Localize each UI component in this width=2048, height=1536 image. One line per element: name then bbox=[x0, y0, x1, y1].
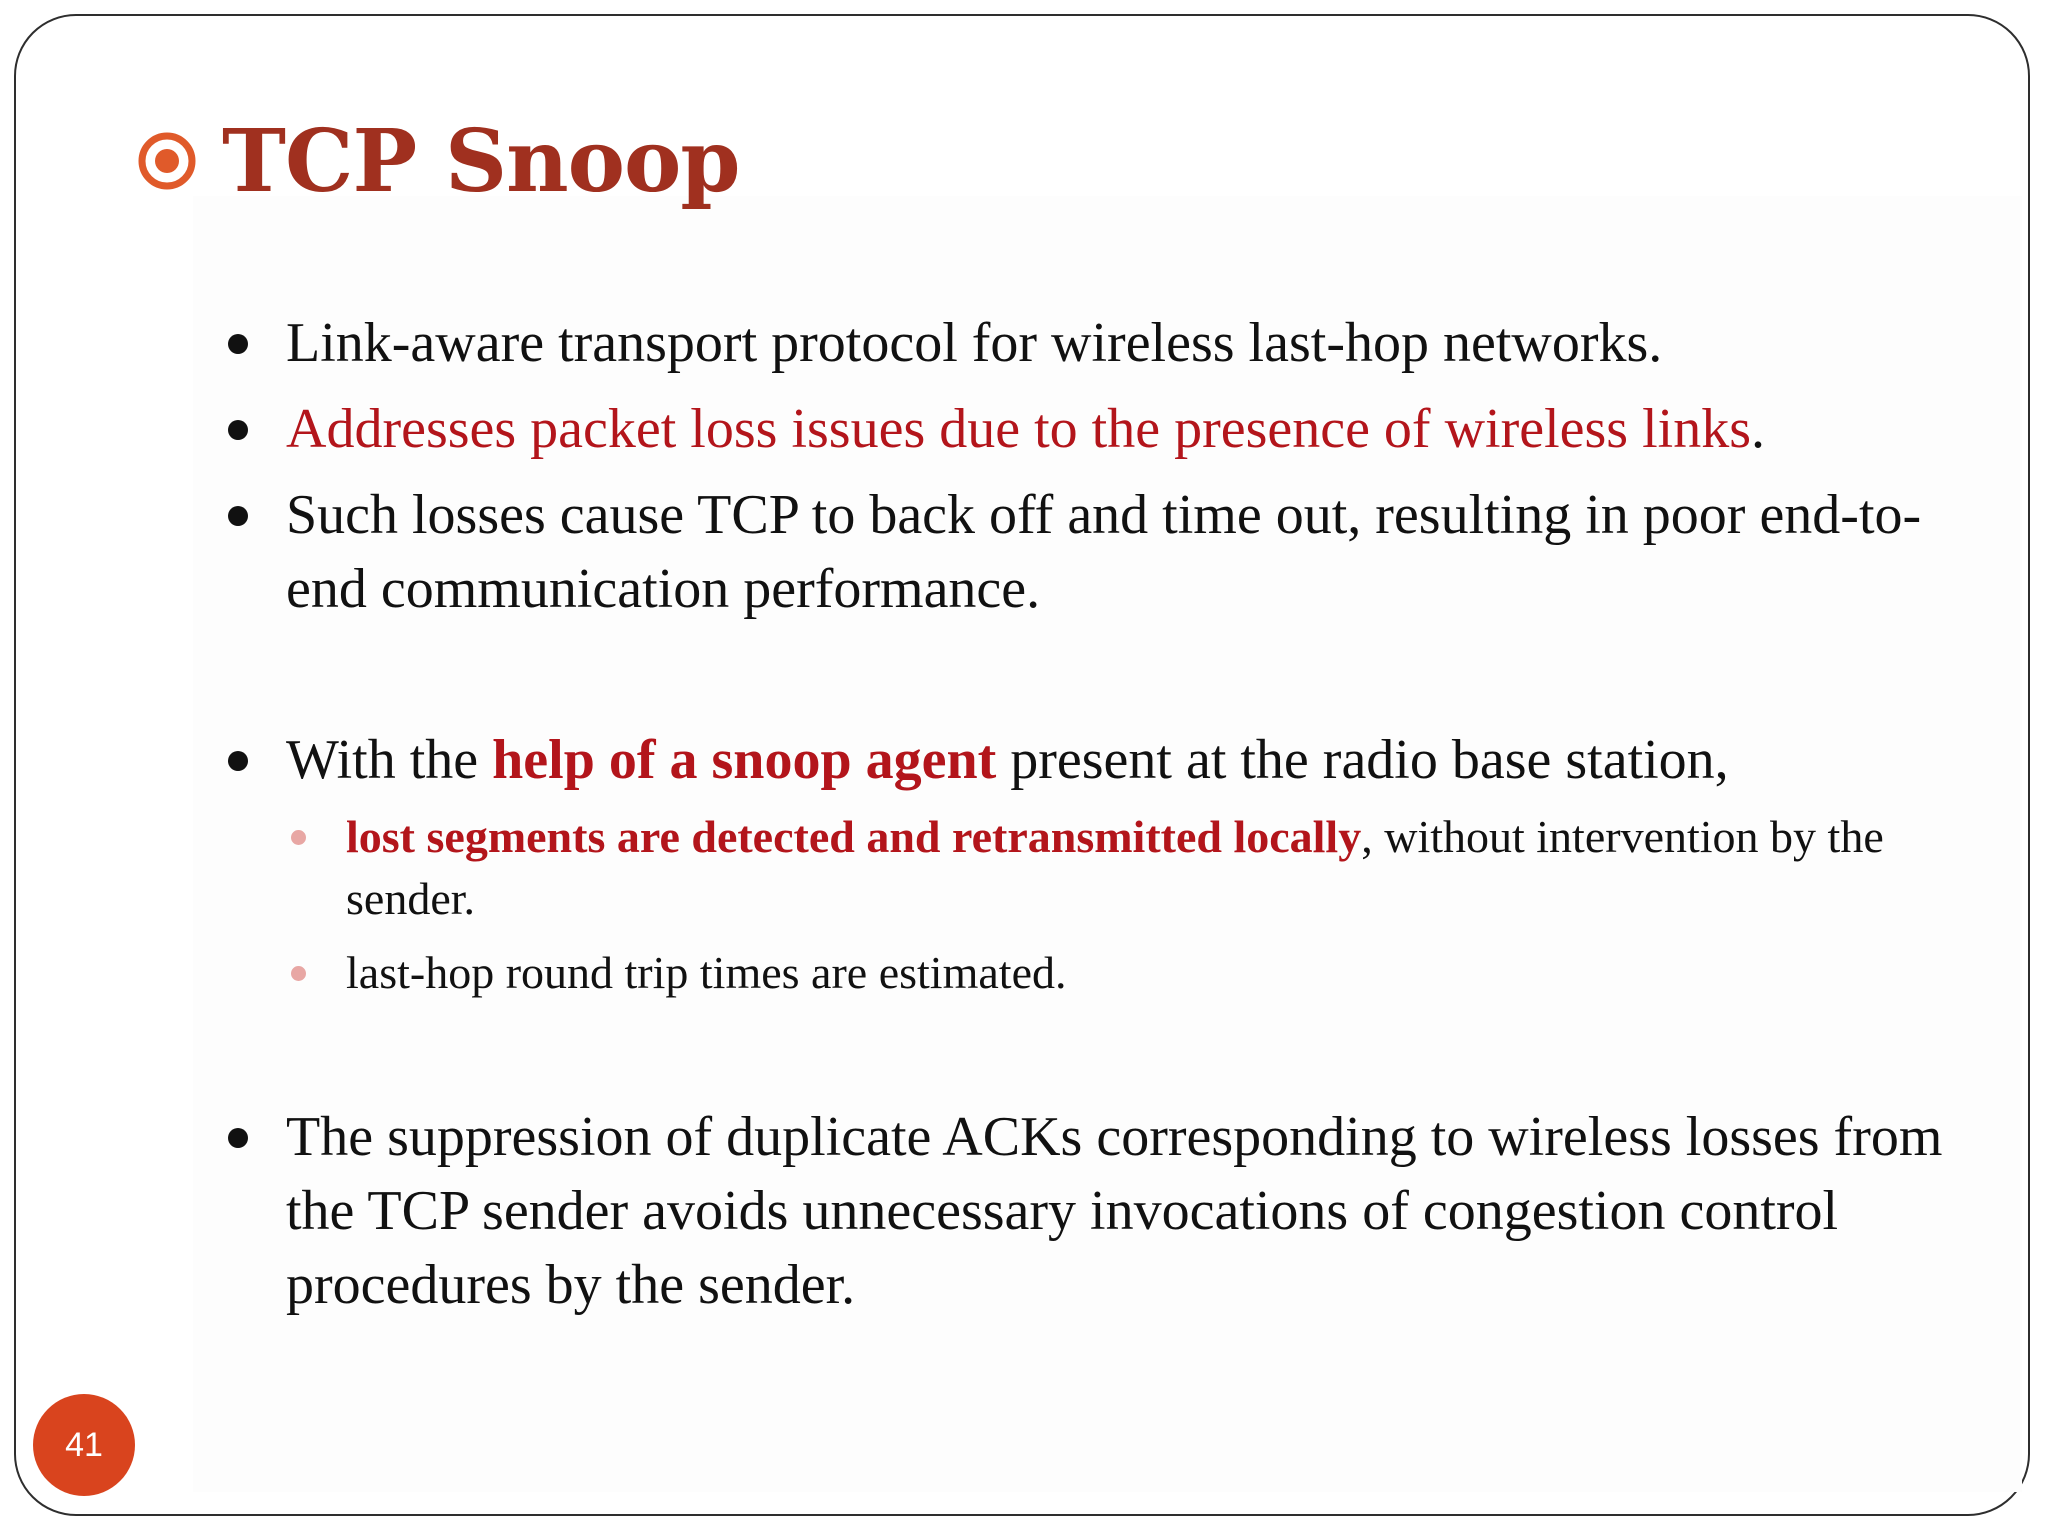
page-number-badge: 41 bbox=[33, 1394, 135, 1496]
bullet-text: Link-aware transport protocol for wireless last-hop networks. bbox=[286, 312, 1663, 374]
sub-bullet-text bbox=[346, 806, 1906, 930]
bullet-dot bbox=[228, 334, 248, 354]
sub-bullet-text: last-hop round trip times are estimated. bbox=[346, 947, 1067, 998]
bullet-text-lead: With the bbox=[286, 729, 493, 791]
bullet-text-emphasis: help of a snoop agent bbox=[492, 729, 997, 791]
bullet-text bbox=[286, 723, 2026, 797]
sub-bullet-text-emphasis: lost segments are detected and retransmitted locally bbox=[346, 811, 1362, 862]
sub-bullet-dot bbox=[291, 966, 306, 981]
bullet-text: Such losses cause TCP to back off and time out, resulting in poor end-to-end communication performance. bbox=[286, 484, 1922, 620]
sub-bullet-text-tail: , without intervention by the sender. bbox=[346, 811, 1884, 924]
bullet-text-tail: . bbox=[1751, 398, 1765, 460]
bullet-text: The suppression of duplicate ACKs corresponding to wireless losses from the TCP sender avoids unnecessary invocations of congestion control procedures by the sender. bbox=[286, 1106, 1943, 1316]
sub-bullet-dot bbox=[291, 830, 306, 845]
bullet-text bbox=[286, 392, 2026, 466]
slide-title: TCP Snoop bbox=[222, 110, 740, 212]
bullet-text-tail: present at the radio base station, bbox=[996, 729, 1729, 791]
bullet-dot bbox=[228, 1128, 248, 1148]
bullet-text-highlight: Addresses packet loss issues due to the presence of wireless links bbox=[286, 398, 1751, 460]
bullet-dot bbox=[228, 506, 248, 526]
bullet-dot bbox=[228, 751, 248, 771]
bullet-dot bbox=[228, 420, 248, 440]
